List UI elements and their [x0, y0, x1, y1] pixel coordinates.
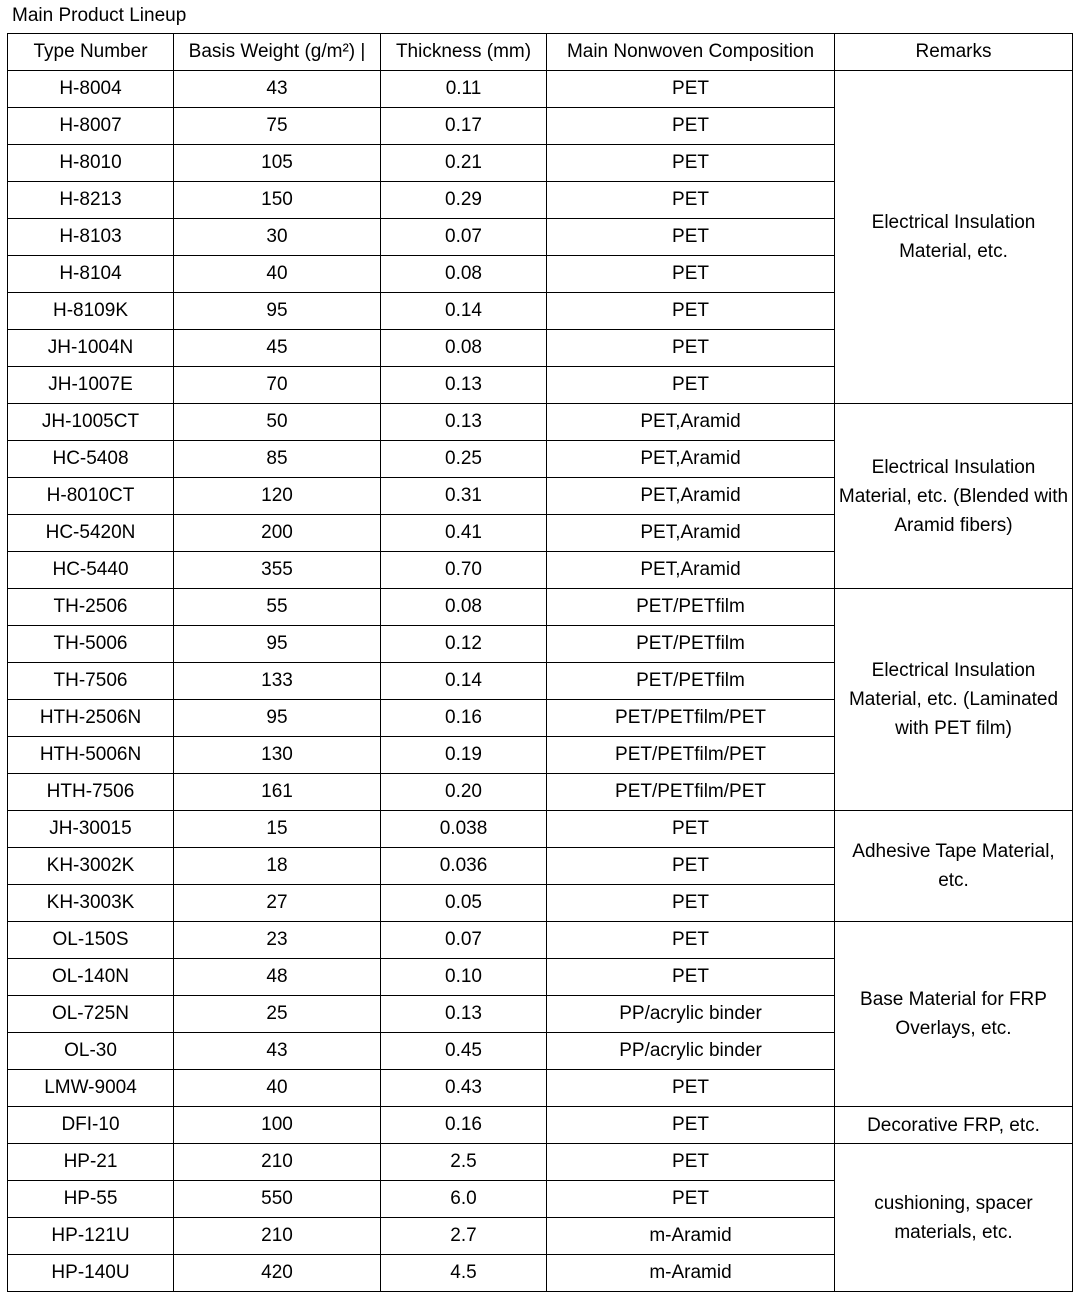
thickness-cell: 0.12: [381, 626, 547, 663]
composition-cell: PET: [547, 1070, 835, 1107]
composition-cell: PET: [547, 293, 835, 330]
basis-weight-cell: 40: [174, 256, 381, 293]
thickness-cell: 0.20: [381, 774, 547, 811]
thickness-cell: 0.08: [381, 256, 547, 293]
basis-weight-cell: 43: [174, 1033, 381, 1070]
composition-cell: PET: [547, 330, 835, 367]
type-number-cell: HP-140U: [8, 1255, 174, 1292]
basis-weight-cell: 210: [174, 1144, 381, 1181]
type-number-cell: HC-5408: [8, 441, 174, 478]
basis-weight-cell: 27: [174, 885, 381, 922]
thickness-cell: 0.14: [381, 663, 547, 700]
table-row: [8, 811, 1073, 848]
type-number-cell: H-8004: [8, 71, 174, 108]
type-number-cell: H-8213: [8, 182, 174, 219]
type-number-cell: HP-121U: [8, 1218, 174, 1255]
thickness-cell: 0.10: [381, 959, 547, 996]
composition-cell: PET,Aramid: [547, 441, 835, 478]
thickness-cell: 0.07: [381, 219, 547, 256]
type-number-cell: HTH-2506N: [8, 700, 174, 737]
thickness-cell: 0.08: [381, 589, 547, 626]
thickness-cell: 0.19: [381, 737, 547, 774]
composition-cell: PET,Aramid: [547, 404, 835, 441]
basis-weight-cell: 100: [174, 1107, 381, 1144]
composition-cell: PET: [547, 219, 835, 256]
composition-cell: PET: [547, 71, 835, 108]
product-table: [7, 33, 1073, 1292]
basis-weight-cell: 150: [174, 182, 381, 219]
thickness-cell: 0.08: [381, 330, 547, 367]
composition-cell: PET/PETfilm: [547, 589, 835, 626]
table-row: [8, 71, 1073, 108]
thickness-cell: 0.13: [381, 996, 547, 1033]
composition-cell: PET/PETfilm/PET: [547, 737, 835, 774]
thickness-cell: 0.16: [381, 1107, 547, 1144]
composition-cell: m-Aramid: [547, 1255, 835, 1292]
type-number-cell: OL-150S: [8, 922, 174, 959]
composition-cell: PET: [547, 959, 835, 996]
composition-cell: PET: [547, 182, 835, 219]
basis-weight-cell: 355: [174, 552, 381, 589]
basis-weight-cell: 23: [174, 922, 381, 959]
thickness-cell: 0.13: [381, 404, 547, 441]
type-number-cell: H-8103: [8, 219, 174, 256]
header-thickness: Thickness (mm): [381, 34, 547, 71]
composition-cell: PET: [547, 885, 835, 922]
type-number-cell: HTH-7506: [8, 774, 174, 811]
composition-cell: PET/PETfilm/PET: [547, 700, 835, 737]
type-number-cell: H-8010: [8, 145, 174, 182]
type-number-cell: HC-5440: [8, 552, 174, 589]
composition-cell: PP/acrylic binder: [547, 1033, 835, 1070]
remarks-cell: Electrical Insulation Material, etc. (Laminated with PET film): [835, 589, 1073, 811]
type-number-cell: DFI-10: [8, 1107, 174, 1144]
type-number-cell: OL-30: [8, 1033, 174, 1070]
basis-weight-cell: 48: [174, 959, 381, 996]
basis-weight-cell: 161: [174, 774, 381, 811]
basis-weight-cell: 420: [174, 1255, 381, 1292]
type-number-cell: TH-2506: [8, 589, 174, 626]
composition-cell: PET: [547, 848, 835, 885]
composition-cell: PET,Aramid: [547, 552, 835, 589]
thickness-cell: 4.5: [381, 1255, 547, 1292]
thickness-cell: 0.43: [381, 1070, 547, 1107]
table-row: [8, 404, 1073, 441]
remarks-cell: Electrical Insulation Material, etc. (Blended with Aramid fibers): [835, 404, 1073, 589]
table-caption: Main Product Lineup: [12, 5, 187, 26]
basis-weight-cell: 133: [174, 663, 381, 700]
composition-cell: PET: [547, 145, 835, 182]
type-number-cell: HP-21: [8, 1144, 174, 1181]
remarks-cell: Adhesive Tape Material, etc.: [835, 811, 1073, 922]
thickness-cell: 0.038: [381, 811, 547, 848]
type-number-cell: JH-30015: [8, 811, 174, 848]
thickness-cell: 0.70: [381, 552, 547, 589]
type-number-cell: HTH-5006N: [8, 737, 174, 774]
basis-weight-cell: 55: [174, 589, 381, 626]
basis-weight-cell: 45: [174, 330, 381, 367]
type-number-cell: KH-3003K: [8, 885, 174, 922]
composition-cell: PET,Aramid: [547, 515, 835, 552]
table-row: [8, 1144, 1073, 1181]
thickness-cell: 0.07: [381, 922, 547, 959]
thickness-cell: 2.5: [381, 1144, 547, 1181]
thickness-cell: 0.13: [381, 367, 547, 404]
basis-weight-cell: 95: [174, 293, 381, 330]
type-number-cell: HP-55: [8, 1181, 174, 1218]
thickness-cell: 0.41: [381, 515, 547, 552]
basis-weight-cell: 30: [174, 219, 381, 256]
basis-weight-cell: 120: [174, 478, 381, 515]
type-number-cell: TH-5006: [8, 626, 174, 663]
type-number-cell: OL-140N: [8, 959, 174, 996]
table-row: [8, 589, 1073, 626]
composition-cell: PET: [547, 367, 835, 404]
header-composition: Main Nonwoven Composition: [547, 34, 835, 71]
composition-cell: PET: [547, 108, 835, 145]
composition-cell: PET: [547, 811, 835, 848]
thickness-cell: 0.16: [381, 700, 547, 737]
basis-weight-cell: 40: [174, 1070, 381, 1107]
basis-weight-cell: 105: [174, 145, 381, 182]
composition-cell: PP/acrylic binder: [547, 996, 835, 1033]
remarks-cell: Electrical Insulation Material, etc.: [835, 71, 1073, 404]
type-number-cell: H-8007: [8, 108, 174, 145]
type-number-cell: KH-3002K: [8, 848, 174, 885]
type-number-cell: TH-7506: [8, 663, 174, 700]
thickness-cell: 0.29: [381, 182, 547, 219]
thickness-cell: 0.21: [381, 145, 547, 182]
type-number-cell: H-8104: [8, 256, 174, 293]
type-number-cell: LMW-9004: [8, 1070, 174, 1107]
composition-cell: PET: [547, 1107, 835, 1144]
remarks-cell: cushioning, spacer materials, etc.: [835, 1144, 1073, 1292]
thickness-cell: 0.17: [381, 108, 547, 145]
remarks-cell: Decorative FRP, etc.: [835, 1107, 1073, 1144]
thickness-cell: 0.31: [381, 478, 547, 515]
basis-weight-cell: 43: [174, 71, 381, 108]
thickness-cell: 0.11: [381, 71, 547, 108]
type-number-cell: H-8010CT: [8, 478, 174, 515]
thickness-cell: 0.036: [381, 848, 547, 885]
table-header: [8, 34, 1073, 71]
thickness-cell: 0.45: [381, 1033, 547, 1070]
basis-weight-cell: 85: [174, 441, 381, 478]
header-remarks: Remarks: [835, 34, 1073, 71]
thickness-cell: 0.14: [381, 293, 547, 330]
basis-weight-cell: 70: [174, 367, 381, 404]
thickness-cell: 2.7: [381, 1218, 547, 1255]
basis-weight-cell: 95: [174, 700, 381, 737]
remarks-cell: Base Material for FRP Overlays, etc.: [835, 922, 1073, 1107]
basis-weight-cell: 550: [174, 1181, 381, 1218]
composition-cell: m-Aramid: [547, 1218, 835, 1255]
basis-weight-cell: 25: [174, 996, 381, 1033]
basis-weight-cell: 75: [174, 108, 381, 145]
basis-weight-cell: 200: [174, 515, 381, 552]
thickness-cell: 6.0: [381, 1181, 547, 1218]
composition-cell: PET: [547, 1181, 835, 1218]
table-row: [8, 922, 1073, 959]
header-type-number: Type Number: [8, 34, 174, 71]
basis-weight-cell: 95: [174, 626, 381, 663]
composition-cell: PET: [547, 1144, 835, 1181]
composition-cell: PET/PETfilm: [547, 626, 835, 663]
type-number-cell: H-8109K: [8, 293, 174, 330]
type-number-cell: JH-1005CT: [8, 404, 174, 441]
composition-cell: PET,Aramid: [547, 478, 835, 515]
composition-cell: PET/PETfilm: [547, 663, 835, 700]
type-number-cell: HC-5420N: [8, 515, 174, 552]
header-basis-weight: Basis Weight (g/m²) |: [174, 34, 381, 71]
thickness-cell: 0.25: [381, 441, 547, 478]
basis-weight-cell: 130: [174, 737, 381, 774]
basis-weight-cell: 18: [174, 848, 381, 885]
basis-weight-cell: 50: [174, 404, 381, 441]
composition-cell: PET: [547, 256, 835, 293]
basis-weight-cell: 210: [174, 1218, 381, 1255]
type-number-cell: OL-725N: [8, 996, 174, 1033]
composition-cell: PET: [547, 922, 835, 959]
basis-weight-cell: 15: [174, 811, 381, 848]
composition-cell: PET/PETfilm/PET: [547, 774, 835, 811]
type-number-cell: JH-1007E: [8, 367, 174, 404]
thickness-cell: 0.05: [381, 885, 547, 922]
type-number-cell: JH-1004N: [8, 330, 174, 367]
table-row: [8, 1107, 1073, 1144]
table-body: [8, 71, 1073, 1292]
header-row: [8, 34, 1073, 71]
